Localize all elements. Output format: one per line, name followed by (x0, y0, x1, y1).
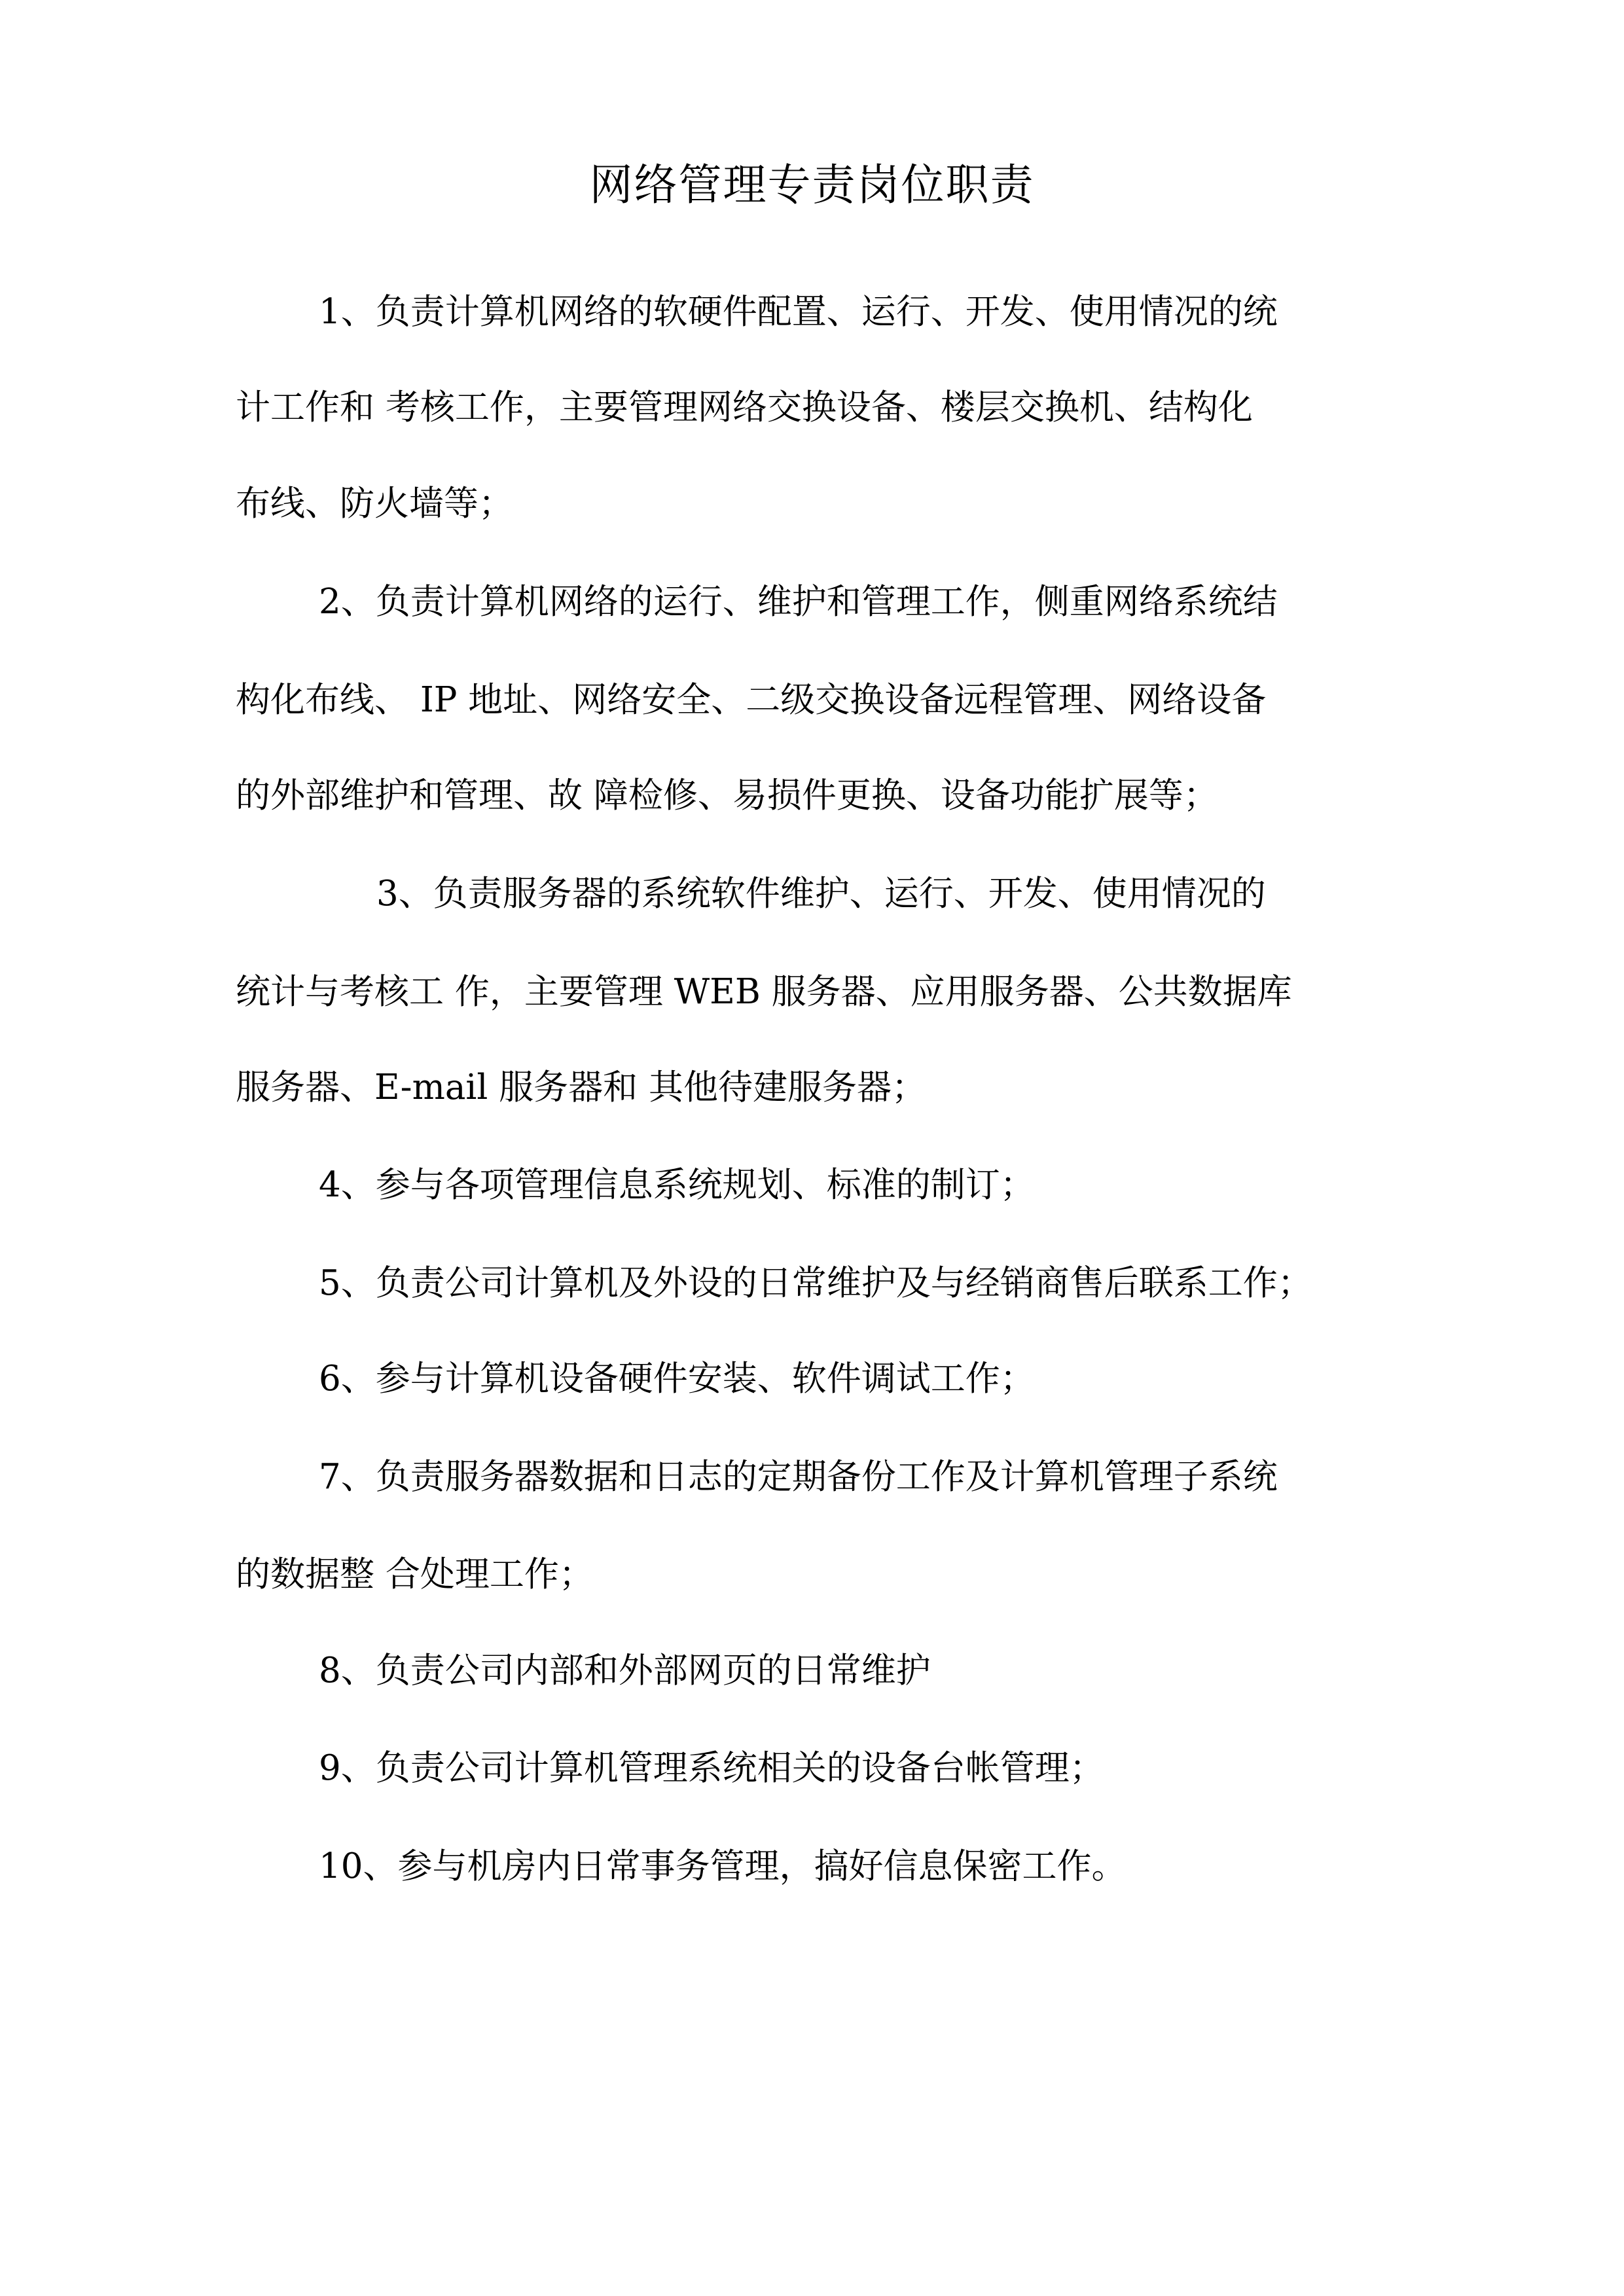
item-9-line-1: 9、负责公司计算机管理系统相关的设备台帐管理； (319, 1748, 1104, 1788)
document-title: 网络管理专责岗位职责 (589, 160, 1035, 210)
item-2-line-2: 构化布线、 IP 地址、网络安全、二级交换设备远程管理、网络设备 (236, 680, 1267, 720)
item-1-line-3: 布线、防火墙等； (236, 484, 513, 524)
item-5-line-1: 5、负责公司计算机及外设的日常维护及与经销商售后联系工作； (319, 1263, 1312, 1303)
item-4-line-1: 4、参与各项管理信息系统规划、标准的制订； (319, 1165, 1035, 1205)
item-3-line-3: 服务器、E-mail 服务器和 其他待建服务器； (236, 1067, 927, 1107)
item-1-line-1: 1、负责计算机网络的软硬件配置、运行、开发、使用情况的统 (319, 292, 1278, 332)
item-7-line-1: 7、负责服务器数据和日志的定期备份工作及计算机管理子系统 (319, 1457, 1278, 1497)
item-6-line-1: 6、参与计算机设备硬件安装、软件调试工作； (319, 1359, 1035, 1399)
item-3-line-2: 统计与考核工 作，主要管理 WEB 服务器、应用服务器、公共数据库 (236, 972, 1292, 1012)
item-2-line-1: 2、负责计算机网络的运行、维护和管理工作，侧重网络系统结 (319, 582, 1278, 622)
item-2-line-3: 的外部维护和管理、故 障检修、易损件更换、设备功能扩展等； (236, 776, 1218, 816)
item-1-line-2: 计工作和 考核工作，主要管理网络交换设备、楼层交换机、结构化 (236, 387, 1253, 427)
item-10-line-1: 10、参与机房内日常事务管理，搞好信息保密工作。 (319, 1846, 1127, 1886)
item-7-line-2: 的数据整 合处理工作； (236, 1554, 594, 1594)
item-8-line-1: 8、负责公司内部和外部网页的日常维护 (319, 1651, 931, 1691)
item-3-line-1: 3、负责服务器的系统软件维护、运行、开发、使用情况的 (376, 874, 1266, 914)
